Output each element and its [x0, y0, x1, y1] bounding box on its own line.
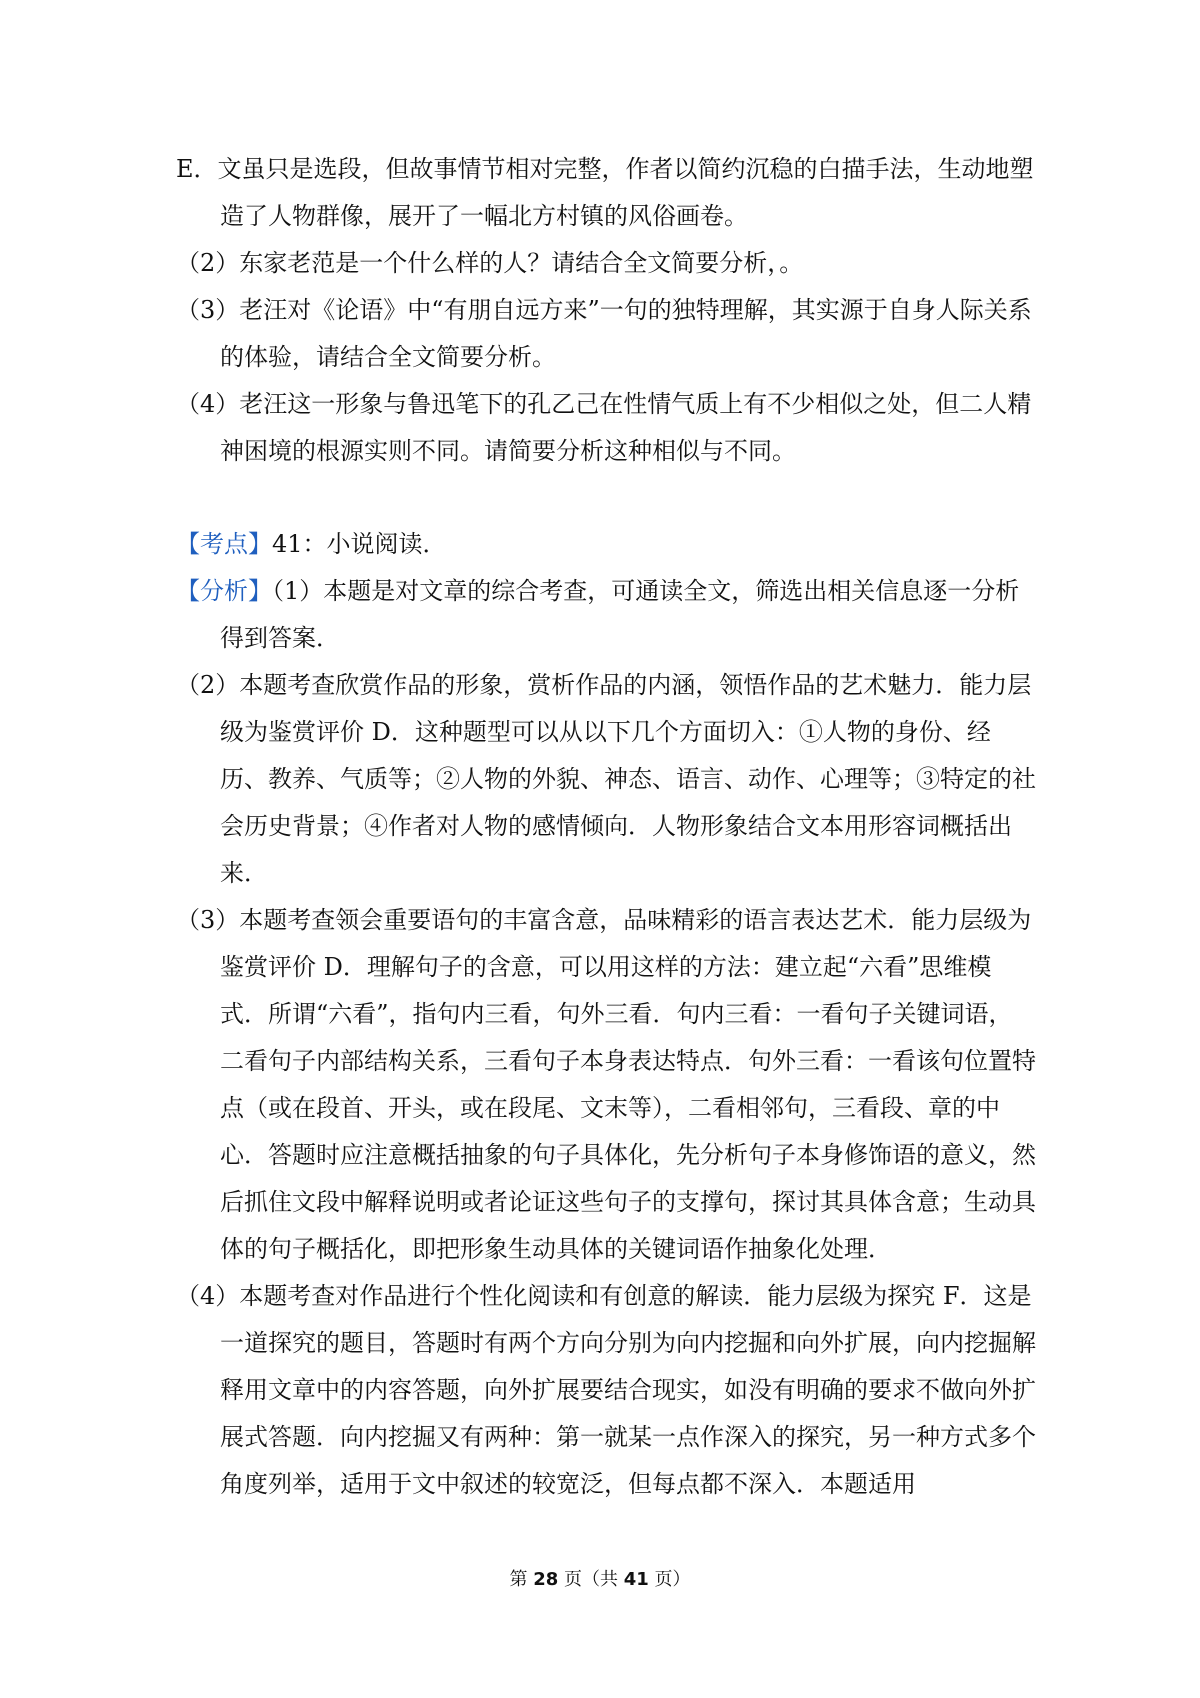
- page-number: 28: [533, 1569, 559, 1590]
- question-3: （3）老汪对《论语》中“有朋自远方来”一句的独特理解，其实源于自身人际关系的体验，请结合全文简要分析。: [176, 296, 1032, 371]
- page-content: [176, 146, 1036, 1508]
- kaodian-text: 41：小说阅读．: [272, 530, 447, 558]
- question-2: （2）东家老范是一个什么样的人？请结合全文简要分析，。: [176, 249, 804, 277]
- kaodian-line: [176, 521, 1036, 568]
- kaodian-tag: 【考点】: [176, 530, 272, 558]
- section-spacer: [176, 475, 1036, 521]
- footer-middle: 页（共: [564, 1569, 618, 1590]
- total-pages: 41: [623, 1569, 649, 1590]
- fenxi-point-4: （4）本题考查对作品进行个性化阅读和有创意的解读．能力层级为探究 F．这是一道探究的题目，答题时有两个方向分别为向内挖掘和向外扩展，向内挖掘解释用文章中的内容答题，向外扩展要结合现实，如没有明确的要求不做向外扩展式答题．向内挖掘又有两种：第一就某一点作深入的探究，另一种方式多个角度列举，适用于文中叙述的较宽泛，但每点都不深入．本题适用: [176, 1282, 1036, 1498]
- footer-suffix: 页）: [654, 1569, 691, 1590]
- fenxi-point-2: （2）本题考查欣赏作品的形象，赏析作品的内涵，领悟作品的艺术魅力．能力层级为鉴赏评价 D．这种题型可以从以下几个方面切入：①人物的身份、经历、教养、气质等；②人物的外貌、神态、语言、动作、心理等；③特定的社会历史背景；④作者对人物的感情倾向．人物形象结合文本用形容词概括出来．: [176, 671, 1036, 887]
- page-footer: [0, 1565, 1200, 1591]
- fenxi-line: [176, 568, 1036, 662]
- option-e: E．文虽只是选段，但故事情节相对完整，作者以简约沉稳的白描手法，生动地塑造了人物群像，展开了一幅北方村镇的风俗画卷。: [176, 155, 1034, 230]
- fenxi-tag: 【分析】: [176, 577, 272, 605]
- question-4: （4）老汪这一形象与鲁迅笔下的孔乙己在性情气质上有不少相似之处，但二人精神困境的根源实则不同。请简要分析这种相似与不同。: [176, 390, 1032, 465]
- fenxi-point-1: （1）本题是对文章的综合考查，可通读全文，筛选出相关信息逐一分析得到答案．: [220, 577, 1020, 652]
- fenxi-point-3: （3）本题考查领会重要语句的丰富含意，品味精彩的语言表达艺术．能力层级为鉴赏评价 D．理解句子的含意，可以用这样的方法：建立起“六看”思维模式．所谓“六看”，指句内三看，句外三看．句内三看：一看句子关键词语，二看句子内部结构关系，三看句子本身表达特点．句外三看：一看该句位置特点（或在段首、开头，或在段尾、文末等），二看相邻句，三看段、章的中心．答题时应注意概括抽象的句子具体化，先分析句子本身修饰语的意义，然后抓住文段中解释说明或者论证这些句子的支撑句，探讨其具体含意；生动具体的句子概括化，即把形象生动具体的关键词语作抽象化处理．: [176, 906, 1036, 1263]
- footer-prefix: 第: [509, 1569, 528, 1590]
